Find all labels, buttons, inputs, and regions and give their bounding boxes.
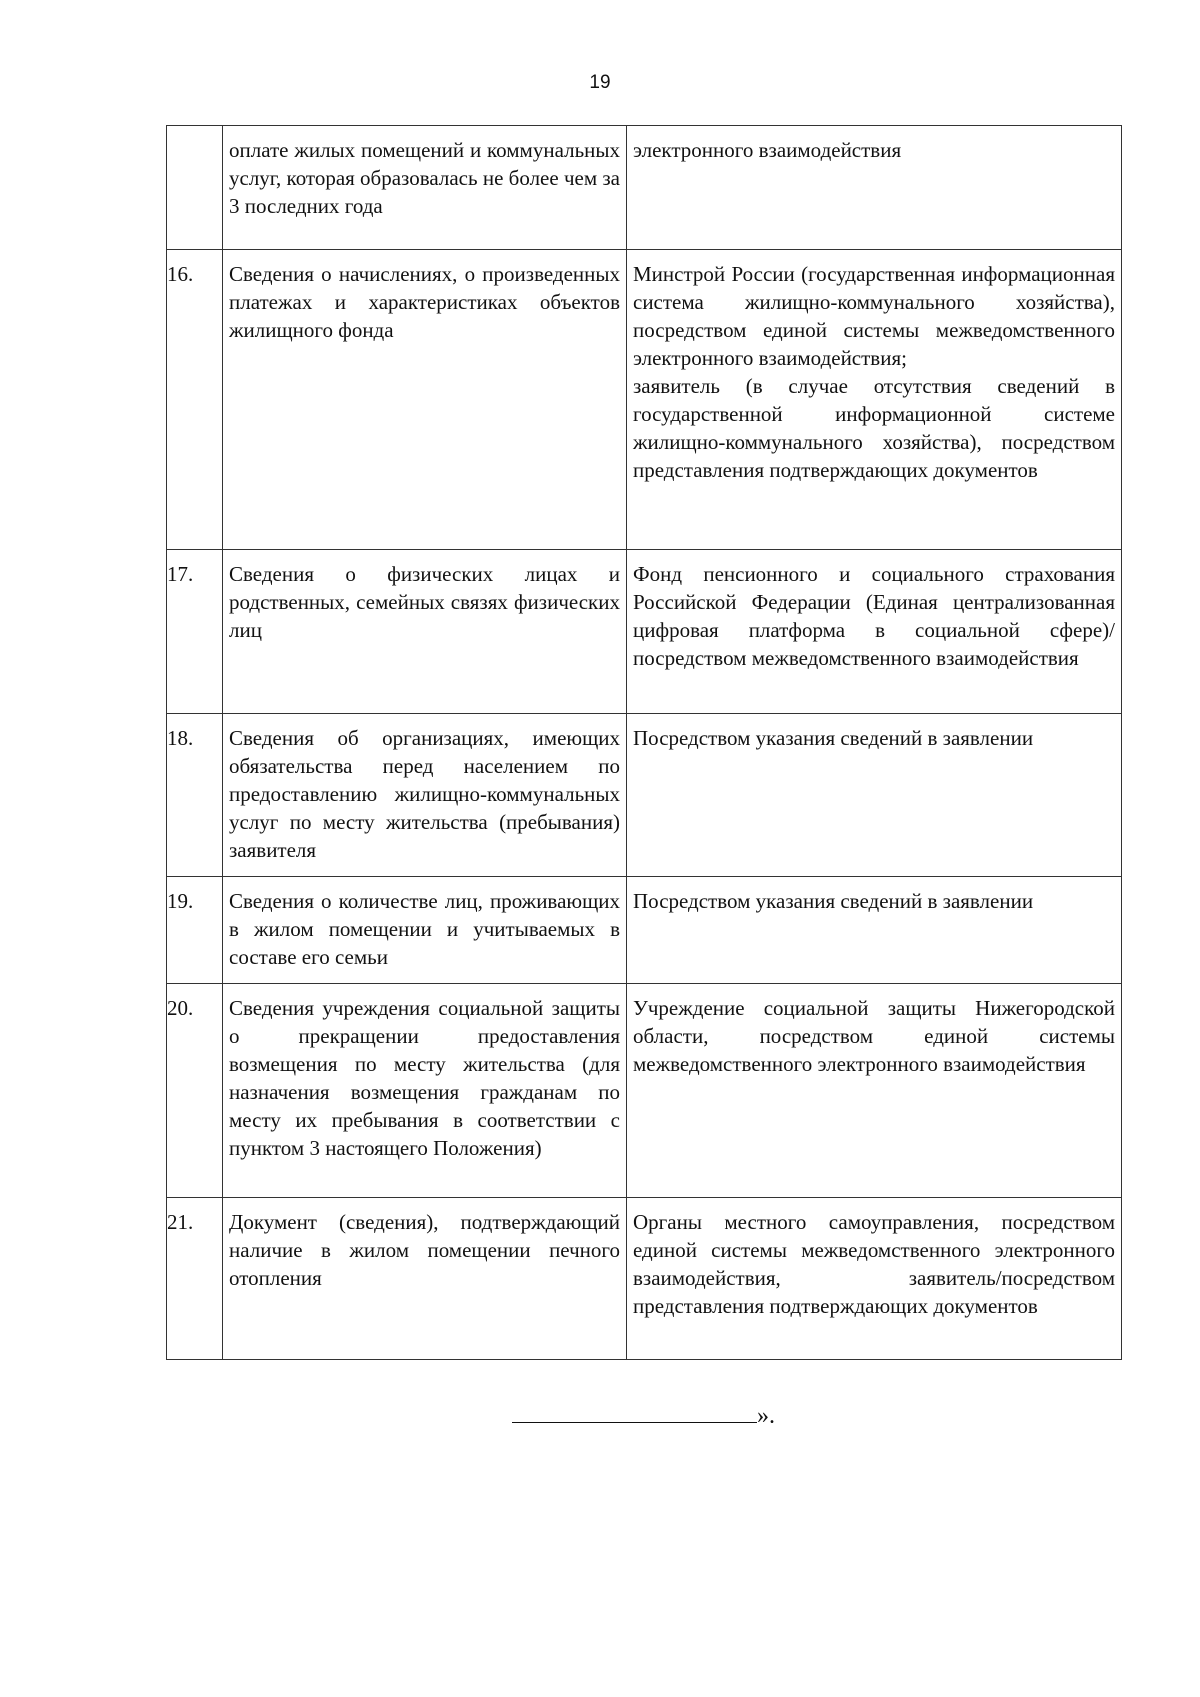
row-number: 19.: [167, 877, 223, 984]
info-cell: Сведения о физических лицах и родственных, семейных связях физических лиц: [223, 550, 627, 714]
info-cell: Сведения о начислениях, о произведенных платежах и характеристиках объектов жилищного фонда: [223, 250, 627, 550]
source-cell: [627, 126, 1122, 250]
table-row: [167, 126, 1122, 250]
closing-quote-mark: ».: [757, 1403, 775, 1429]
table-row: [167, 984, 1122, 1198]
row-number: 21.: [167, 1198, 223, 1360]
table-row: [167, 250, 1122, 550]
documents-table: [166, 125, 1122, 1360]
row-number: 17.: [167, 550, 223, 714]
table-row: [167, 550, 1122, 714]
source-text: Органы местного самоуправления, посредством единой системы межведомственного электронного взаимодействия, заявитель/посредством представления подтверждающих документов: [633, 1210, 1115, 1318]
row-number: 20.: [167, 984, 223, 1198]
info-cell: Сведения о количестве лиц, проживающих в жилом помещении и учитываемых в составе его семьи: [223, 877, 627, 984]
table-row: [167, 714, 1122, 877]
table-row: [167, 1198, 1122, 1360]
source-text: Посредством указания сведений в заявлении: [633, 889, 1034, 913]
source-text: Посредством указания сведений в заявлении: [633, 726, 1034, 750]
info-cell: Сведения учреждения социальной защиты о прекращении предоставления возмещения по месту жительства (для назначения возмещения гражданам по месту их пребывания в соответствии с пунктом 3 настоящего Положения): [223, 984, 627, 1198]
row-number: 16.: [167, 250, 223, 550]
source-text: Минстрой России (государственная информационная система жилищно-коммунального хозяйства), посредством единой системы межведомственного электронного взаимодействия;: [633, 262, 1115, 370]
source-text: Фонд пенсионного и социального страхования Российской Федерации (Единая централизованная цифровая платформа в социальной сфере)/посредством межведомственного взаимодействия: [633, 562, 1115, 670]
closing-underline: [512, 1400, 757, 1423]
source-cell: [627, 984, 1122, 1198]
source-text: Учреждение социальной защиты Нижегородской области, посредством единой системы межведомственного электронного взаимодействия: [633, 996, 1115, 1076]
info-cell: оплате жилых помещений и коммунальных услуг, которая образовалась не более чем за 3 последних года: [223, 126, 627, 250]
info-cell: Сведения об организациях, имеющих обязательства перед населением по предоставлению жилищно-коммунальных услуг по месту жительства (пребывания) заявителя: [223, 714, 627, 877]
row-number: [167, 126, 223, 250]
source-cell: [627, 250, 1122, 550]
page-number: 19: [589, 72, 611, 93]
source-text: заявитель (в случае отсутствия сведений в государственной информационной системе жилищно-коммунального хозяйства), посредством представления подтверждающих документов: [633, 374, 1115, 482]
source-cell: [627, 714, 1122, 877]
source-text: электронного взаимодействия: [633, 138, 902, 162]
table-row: [167, 877, 1122, 984]
closing-line: [512, 1400, 775, 1430]
source-cell: [627, 550, 1122, 714]
source-cell: [627, 1198, 1122, 1360]
row-number: 18.: [167, 714, 223, 877]
info-cell: Документ (сведения), подтверждающий наличие в жилом помещении печного отопления: [223, 1198, 627, 1360]
source-cell: [627, 877, 1122, 984]
